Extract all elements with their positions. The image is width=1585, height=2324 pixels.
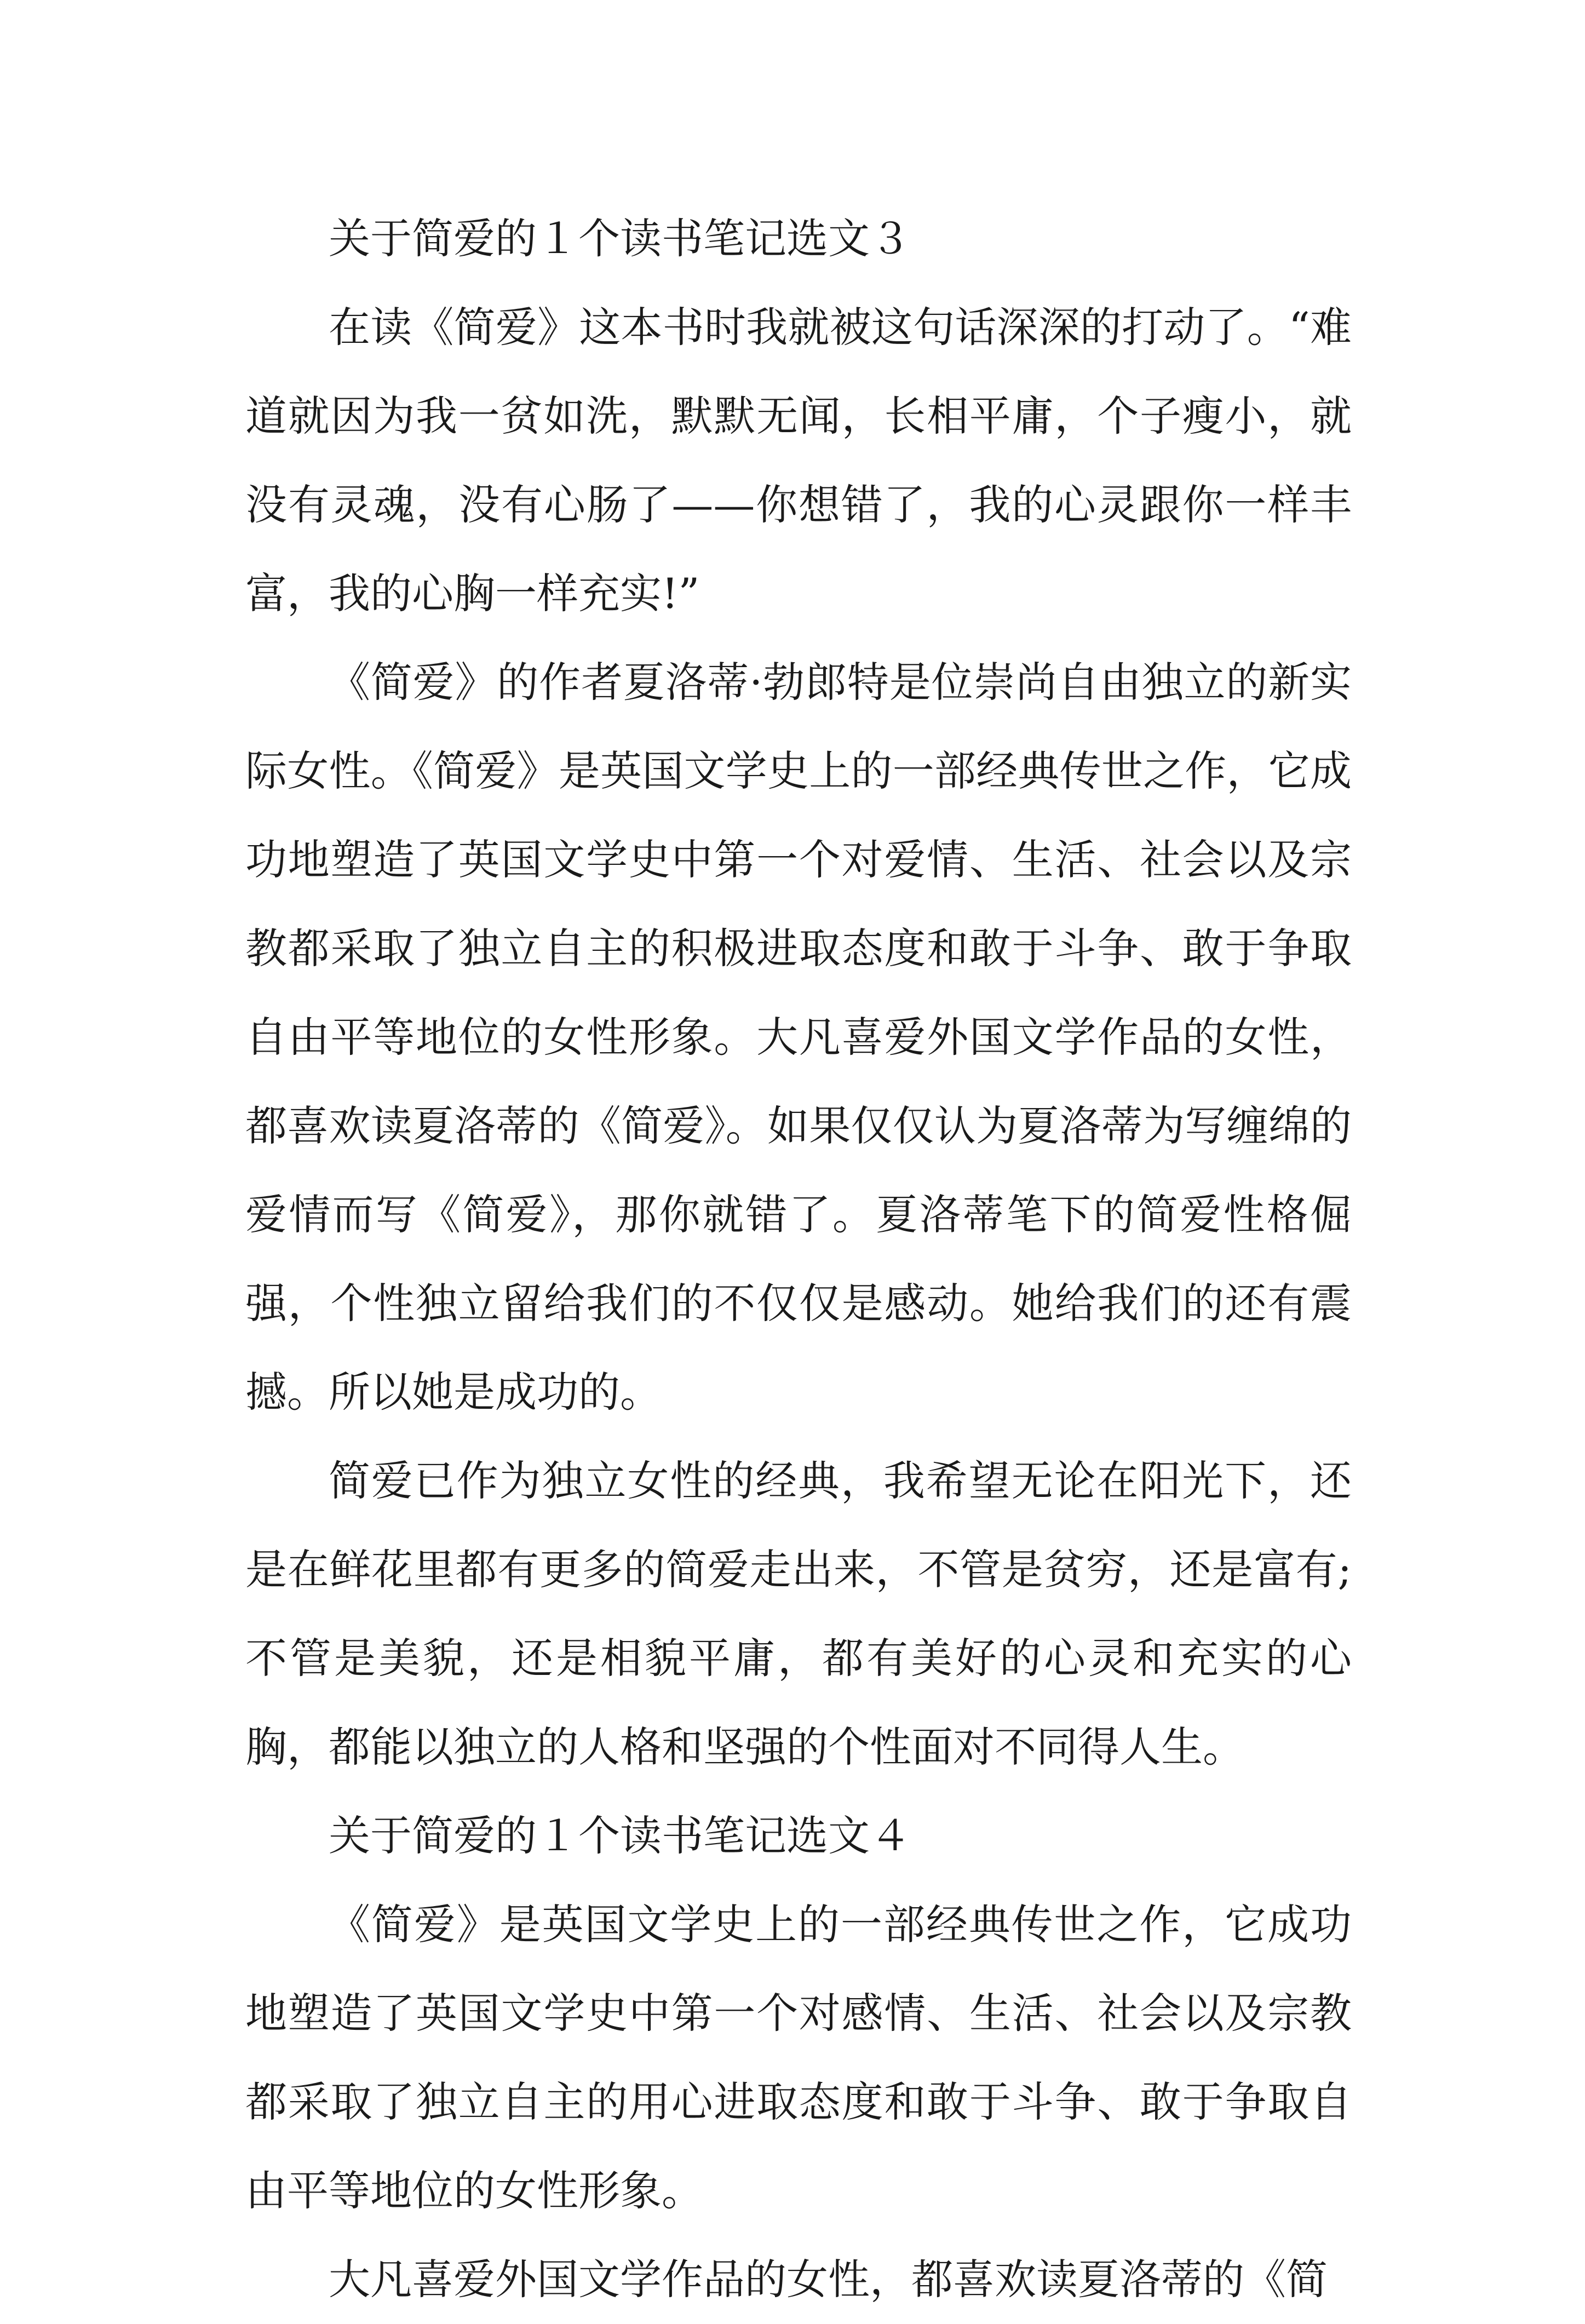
paragraph: 《简爱》的作者夏洛蒂·勃郎特是位崇尚自由独立的新实际女性。《简爱》是英国文学史上的一部经典传世之作，它成功地塑造了英国文学史中第一个对爱情、生活、社会以及宗教都采取了独立自主的积极进取态度和敢于斗争、敢于争取自由平等地位的女性形象。大凡喜爱外国文学作品的女性，都喜欢读夏洛蒂的《简爱》。如果仅仅认为夏洛蒂为写缠绵的爱情而写《简爱》，那你就错了。夏洛蒂笔下的简爱性格倔强，个性独立留给我们的不仅仅是感动。她给我们的还有震撼。所以她是成功的。 <box>245 658 1352 1416</box>
section-heading-4: 关于简爱的１个读书笔记选文４ <box>329 1811 911 1860</box>
paragraph: 大凡喜爱外国文学作品的女性，都喜欢读夏洛蒂的《简 <box>329 2255 1328 2304</box>
section-heading-3: 关于简爱的１个读书笔记选文３ <box>329 214 911 263</box>
document-body <box>245 194 1352 2324</box>
paragraph: 简爱已作为独立女性的经典，我希望无论在阳光下，还是在鲜花里都有更多的简爱走出来，不管是贫穷，还是富有;不管是美貌，还是相貌平庸，都有美好的心灵和充实的心胸，都能以独立的人格和坚强的个性面对不同得人生。 <box>245 1456 1352 1771</box>
paragraph: 《简爱》是英国文学史上的一部经典传世之作，它成功地塑造了英国文学史中第一个对感情、生活、社会以及宗教都采取了独立自主的用心进取态度和敢于斗争、敢于争取自由平等地位的女性形象。 <box>245 1900 1352 2215</box>
paragraph: 在读《简爱》这本书时我就被这句话深深的打动了。“难道就因为我一贫如洗，默默无闻，长相平庸，个子瘦小，就没有灵魂，没有心肠了——你想错了，我的心灵跟你一样丰富，我的心胸一样充实!” <box>245 303 1352 618</box>
